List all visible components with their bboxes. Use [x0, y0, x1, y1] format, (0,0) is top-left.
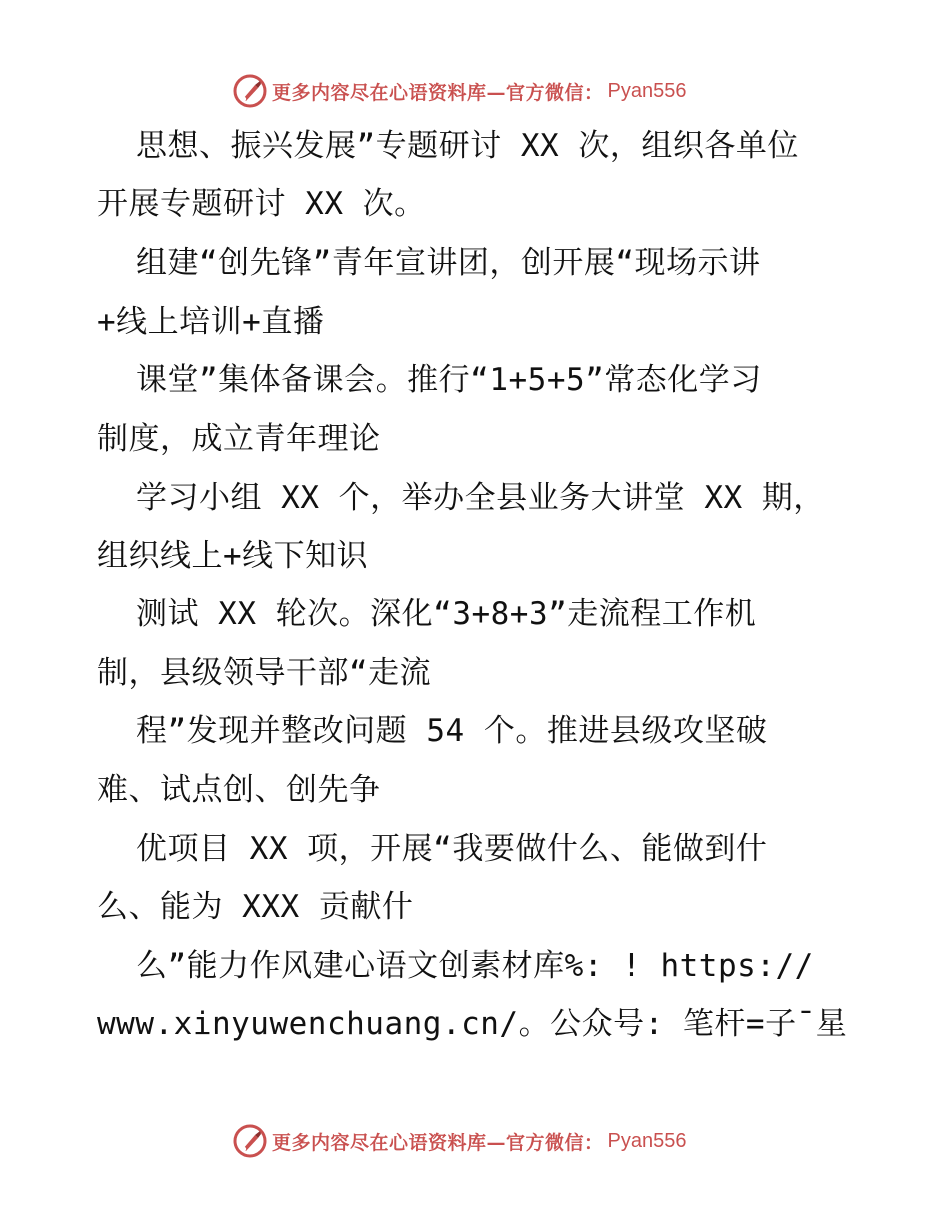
footer-wechat-id: Pyan556 [607, 1129, 687, 1152]
text-line: www.xinyuwenchuang.cn/。公众号: 笔杆=子¯星 [97, 1006, 848, 1042]
text-line: 优项目 XX 项，开展“我要做什么、能做到什 [136, 831, 768, 867]
text-line: 开展专题研讨 XX 次。 [97, 186, 426, 222]
text-line: 测试 XX 轮次。深化“3+8+3”走流程工作机 [136, 596, 757, 632]
text-line: 制，县级领导干部“走流 [97, 655, 432, 691]
text-line: 思想、振兴发展”专题研讨 XX 次，组织各单位 [136, 128, 799, 164]
text-line: 组织线上+线下知识 [97, 538, 369, 574]
pen-logo-icon [232, 1123, 268, 1159]
text-line: +线上培训+直播 [97, 304, 325, 340]
text-line: 程”发现并整改问题 54 个。推进县级攻坚破 [136, 713, 768, 749]
text-line: 组建“创先锋”青年宣讲团，创开展“现场示讲 [136, 245, 761, 281]
text-line: 么”能力作风建心语文创素材库%: ! https:// [136, 948, 814, 984]
text-line: 课堂”集体备课会。推行“1+5+5”常态化学习 [136, 362, 762, 398]
text-line: 么、能为 XXX 贡献什 [97, 889, 414, 925]
text-line: 难、试点创、创先争 [97, 772, 381, 808]
footer-banner[interactable] [232, 1122, 686, 1160]
footer-banner-text: 更多内容尽在心语资料库—官方微信： [272, 1131, 604, 1154]
text-line: 制度，成立青年理论 [97, 421, 381, 457]
text-line: 学习小组 XX 个，举办全县业务大讲堂 XX 期， [136, 480, 825, 516]
header-banner-text: 更多内容尽在心语资料库—官方微信： [272, 81, 604, 104]
header-wechat-id: Pyan556 [607, 79, 687, 102]
